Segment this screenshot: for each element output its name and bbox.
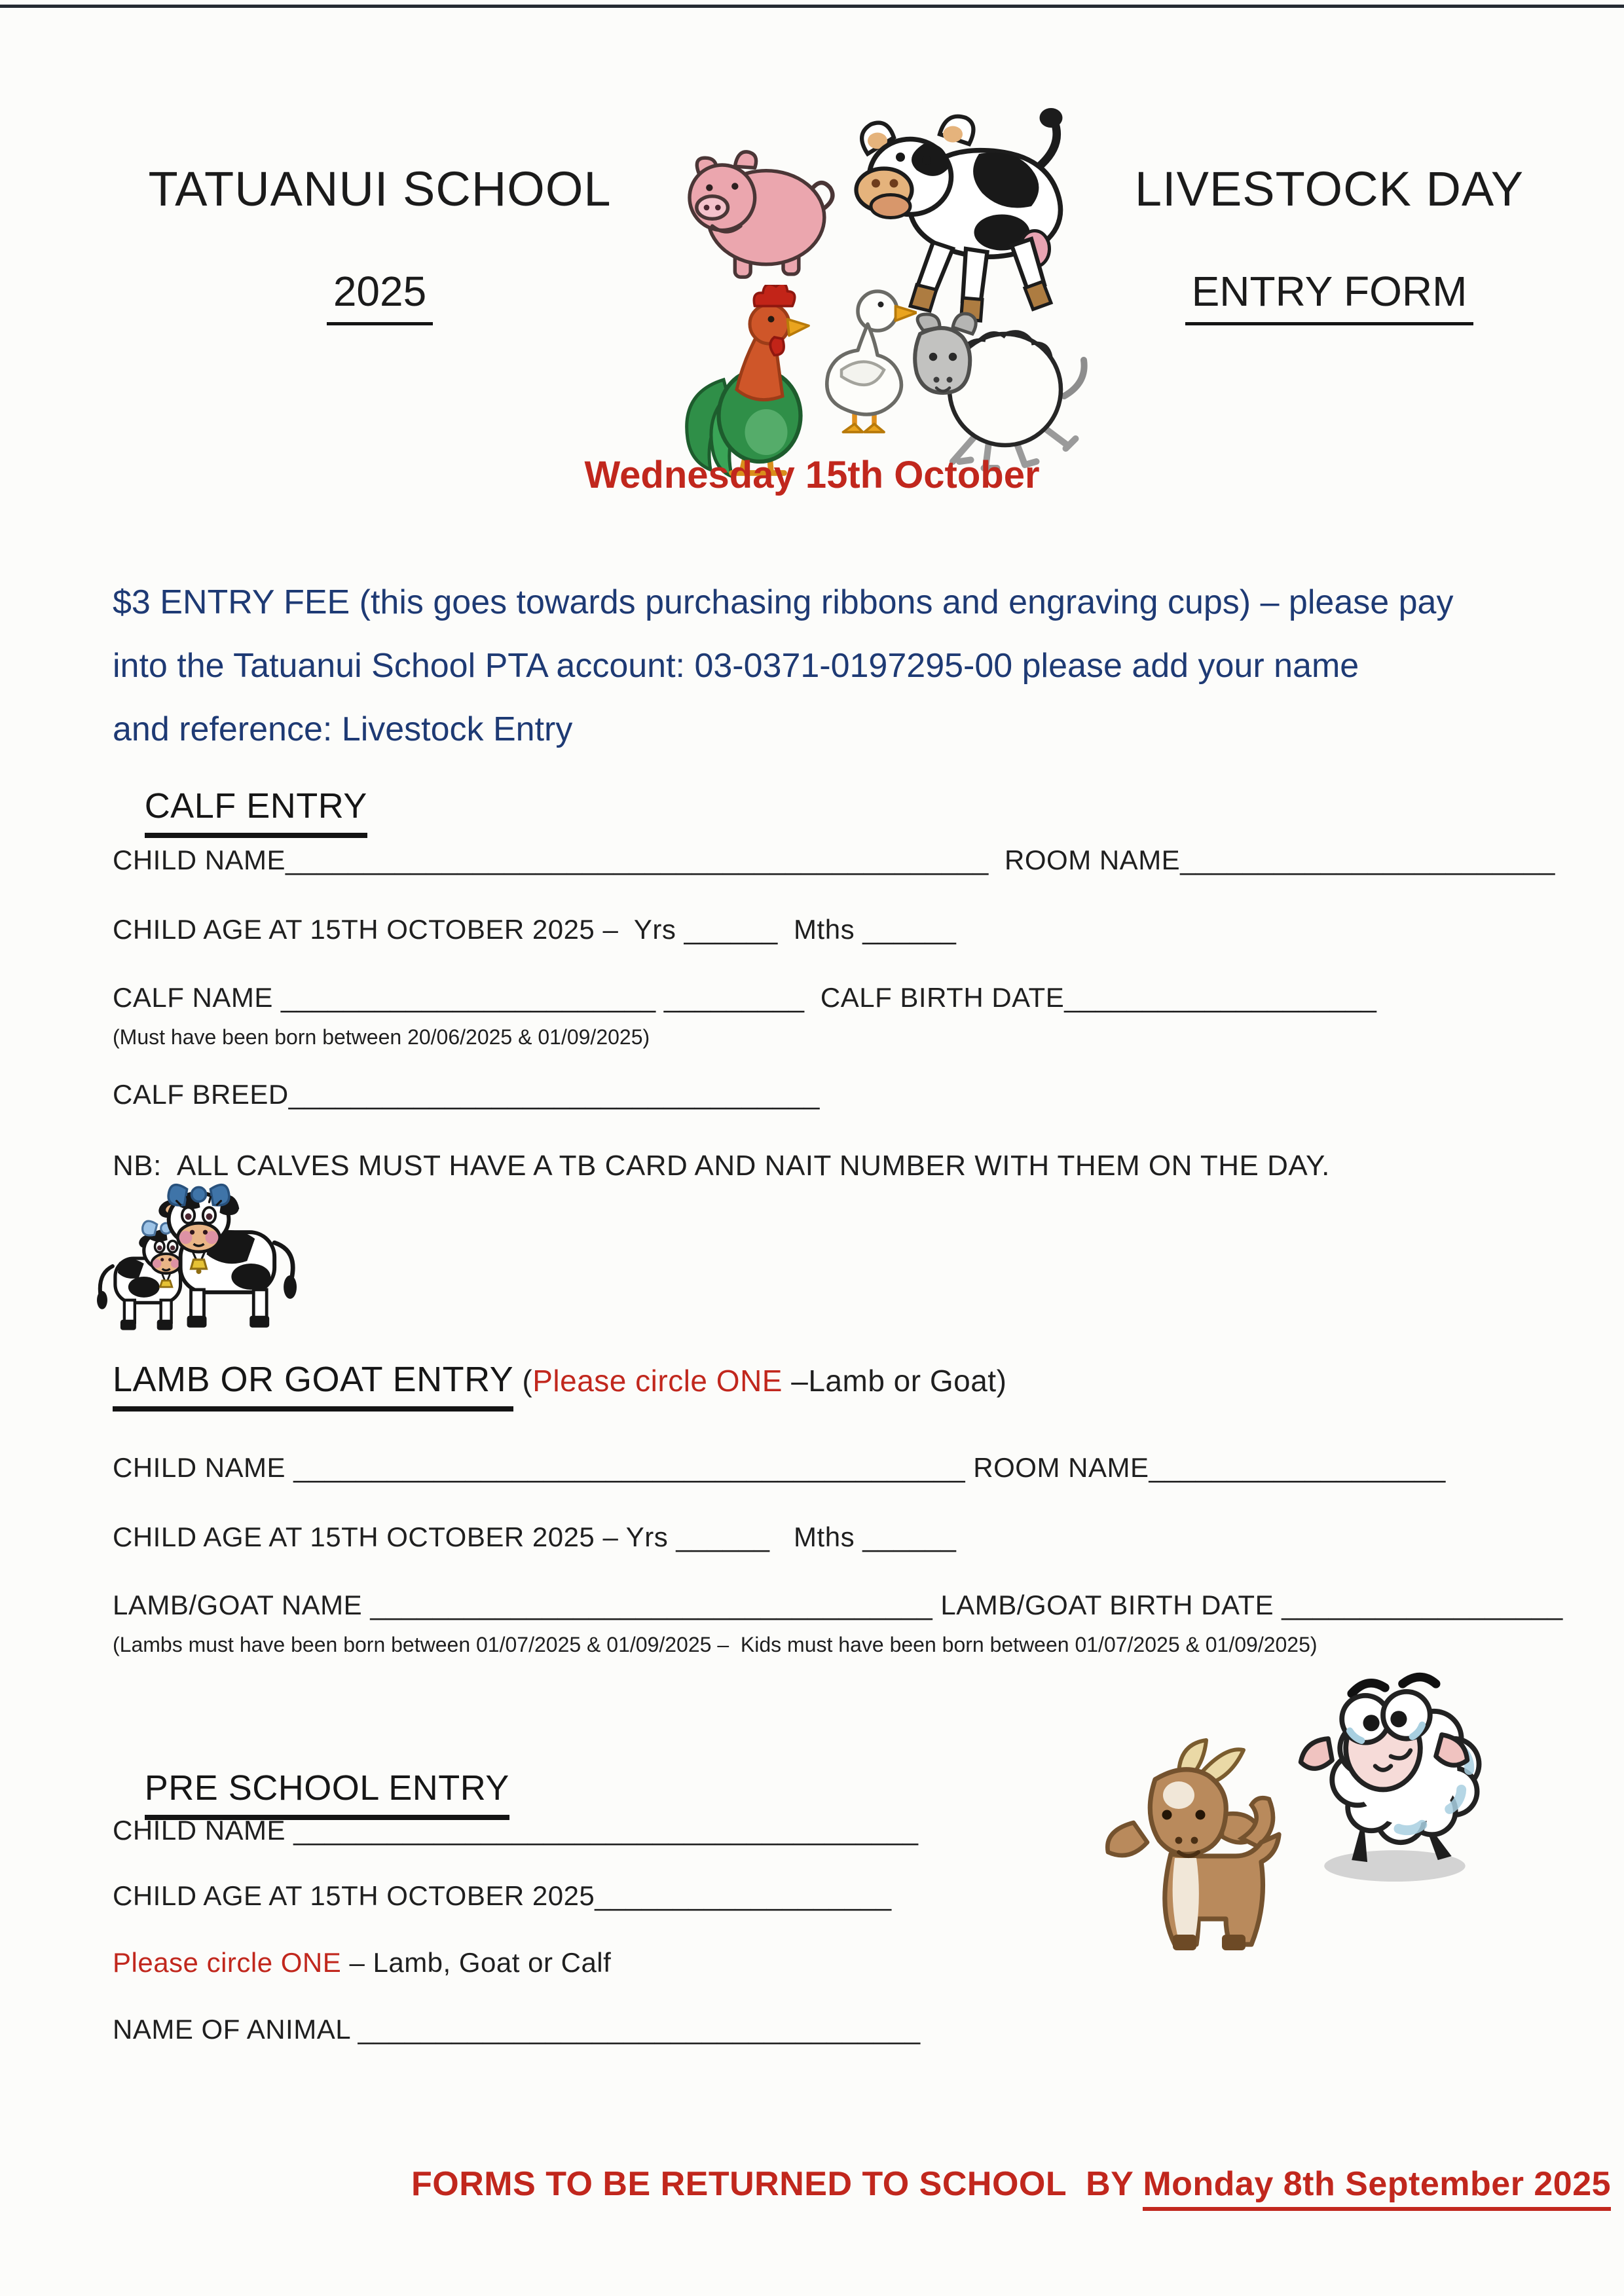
lamb-child-name-blank: ___________________________________________ bbox=[293, 1452, 966, 1483]
calf-age-mths-label: Mths bbox=[777, 914, 863, 945]
pre-circle-options: – Lamb, Goat or Calf bbox=[341, 1947, 612, 1978]
calf-name-row bbox=[113, 982, 1376, 1013]
calf-name-blank: ________________________ _________ bbox=[281, 982, 805, 1013]
pig-illustration bbox=[681, 141, 851, 291]
calf-entry-heading: CALF ENTRY bbox=[145, 786, 367, 838]
entry-fee-line-1: $3 ENTRY FEE (this goes towards purchasing ribbons and engraving cups) – please pay bbox=[113, 583, 1454, 621]
calf-child-name-row bbox=[113, 845, 1555, 876]
year-title: 2025 bbox=[327, 267, 433, 325]
calf-age-mths-blank: ______ bbox=[862, 914, 957, 945]
return-deadline: Monday 8th September 2025 bbox=[1143, 2164, 1611, 2211]
calf-age-yrs-blank: ______ bbox=[684, 914, 778, 945]
lamb-name-row bbox=[113, 1590, 1563, 1621]
calf-breed-blank: __________________________________ bbox=[288, 1079, 820, 1110]
calf-child-age-row bbox=[113, 914, 956, 945]
cow-and-calf-illustration bbox=[97, 1177, 303, 1354]
lamb-name-label: LAMB/GOAT NAME bbox=[113, 1590, 371, 1620]
calf-breed-row bbox=[113, 1079, 820, 1110]
lamb-goat-heading: LAMB OR GOAT ENTRY bbox=[113, 1359, 513, 1412]
return-notice-row bbox=[411, 2164, 1611, 2211]
calf-nb-note: NB: ALL CALVES MUST HAVE A TB CARD AND NAIT NUMBER WITH THEM ON THE DAY. bbox=[113, 1150, 1330, 1182]
calf-breed-label: CALF BREED bbox=[113, 1079, 289, 1110]
lamb-age-mths-label: Mths bbox=[769, 1522, 863, 1552]
calf-child-age-label: CHILD AGE AT 15TH OCTOBER 2025 – Yrs bbox=[113, 914, 684, 945]
entry-fee-line-3: and reference: Livestock Entry bbox=[113, 710, 573, 748]
pre-school-heading: PRE SCHOOL ENTRY bbox=[145, 1768, 509, 1820]
calf-name-label: CALF NAME bbox=[113, 982, 282, 1013]
lamb-age-mths-blank: ______ bbox=[862, 1522, 957, 1552]
pre-animal-name-blank: ____________________________________ bbox=[358, 2014, 921, 2045]
pre-animal-name-row bbox=[113, 2014, 921, 2045]
lamb-child-name-row bbox=[113, 1452, 1446, 1484]
lamb-child-age-row bbox=[113, 1522, 956, 1553]
lamb-goat-circle-options: –Lamb or Goat) bbox=[782, 1364, 1007, 1398]
sheep-illustration bbox=[887, 311, 1090, 471]
entry-fee-paragraph bbox=[113, 571, 1547, 761]
lamb-child-age-label: CHILD AGE AT 15TH OCTOBER 2025 – Yrs bbox=[113, 1522, 676, 1552]
form-title-wrap bbox=[1100, 267, 1559, 325]
calf-birth-date-blank: ____________________ bbox=[1064, 982, 1377, 1013]
pre-child-age-row bbox=[113, 1880, 892, 1912]
year-wrap bbox=[118, 267, 642, 325]
calf-birth-date-label: CALF BIRTH DATE bbox=[804, 982, 1065, 1013]
lamb-birth-date-label: LAMB/GOAT BIRTH DATE bbox=[932, 1590, 1282, 1620]
pre-circle-row bbox=[113, 1947, 611, 1978]
lamb-name-blank: ____________________________________ bbox=[370, 1590, 933, 1620]
lamb-goat-circle-instruction: Please circle ONE bbox=[532, 1364, 783, 1398]
pre-school-sheep-illustration bbox=[1277, 1668, 1493, 1887]
pre-animal-name-label: NAME OF ANIMAL bbox=[113, 2014, 358, 2045]
pre-child-age-label: CHILD AGE AT 15TH OCTOBER 2025 bbox=[113, 1880, 595, 1911]
pre-child-name-row bbox=[113, 1815, 919, 1846]
lamb-birth-date-blank: __________________ bbox=[1282, 1590, 1563, 1620]
pre-child-name-blank: ________________________________________ bbox=[293, 1815, 919, 1846]
goat-illustration bbox=[1100, 1736, 1297, 1952]
pre-circle-instruction: Please circle ONE bbox=[113, 1947, 342, 1978]
calf-child-name-label: CHILD NAME bbox=[113, 845, 286, 875]
lamb-goat-heading-row bbox=[113, 1359, 1006, 1412]
lamb-birth-note: (Lambs must have been born between 01/07/2025 & 01/09/2025 – Kids must have been born between 01/07/2025 & 01/09/2025) bbox=[113, 1633, 1318, 1656]
calf-room-name-label: ROOM NAME bbox=[988, 845, 1181, 875]
lamb-room-name-blank: ___________________ bbox=[1149, 1452, 1446, 1483]
lamb-room-name-label: ROOM NAME bbox=[965, 1452, 1149, 1483]
event-date: Wednesday 15th October bbox=[584, 454, 1040, 496]
lamb-child-name-label: CHILD NAME bbox=[113, 1452, 294, 1483]
entry-fee-line-2: into the Tatuanui School PTA account: 03-0371-0197295-00 please add your name bbox=[113, 647, 1359, 685]
rooster-illustration bbox=[674, 285, 825, 481]
lamb-age-yrs-blank: ______ bbox=[676, 1522, 770, 1552]
school-title: TATUANUI SCHOOL bbox=[148, 162, 612, 216]
return-notice-text: FORMS TO BE RETURNED TO SCHOOL BY bbox=[411, 2165, 1143, 2203]
pre-child-age-blank: ___________________ bbox=[595, 1880, 892, 1911]
calf-birth-note: (Must have been born between 20/06/2025 & 01/09/2025) bbox=[113, 1025, 650, 1049]
calf-room-name-blank: ________________________ bbox=[1180, 845, 1555, 875]
calf-child-name-blank: _____________________________________________ bbox=[286, 845, 989, 875]
form-title: ENTRY FORM bbox=[1185, 267, 1474, 325]
scan-artifact-line bbox=[0, 5, 1624, 8]
lamb-goat-circle-open: ( bbox=[513, 1364, 533, 1398]
event-title: LIVESTOCK DAY bbox=[1134, 162, 1524, 216]
pre-child-name-label: CHILD NAME bbox=[113, 1815, 294, 1846]
